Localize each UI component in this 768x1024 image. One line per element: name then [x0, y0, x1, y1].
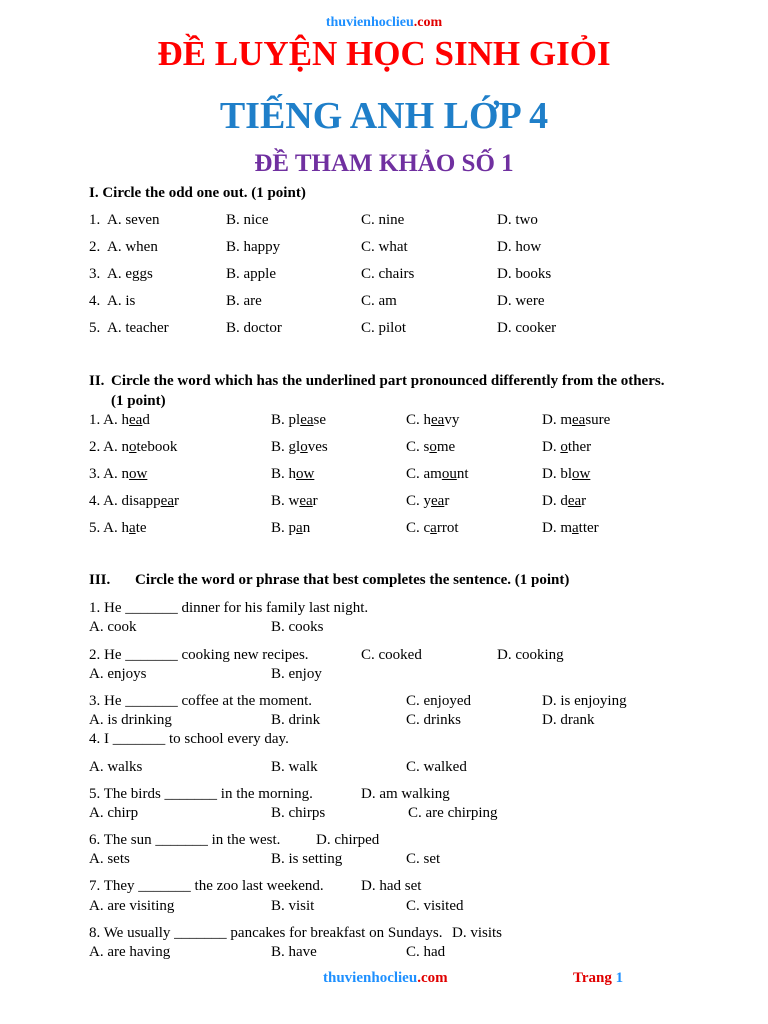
option-text: r	[174, 493, 179, 509]
underlined-part: ou	[441, 466, 457, 482]
page-subtitle: TIẾNG ANH LỚP 4	[219, 95, 549, 137]
option-d	[542, 439, 591, 456]
option-a	[89, 466, 147, 483]
option-d: D. books	[497, 266, 552, 282]
option-text: sure	[585, 412, 611, 428]
q3-option-a: A. is drinking	[89, 712, 172, 728]
option-d: D. were	[497, 293, 545, 309]
option-c	[406, 493, 449, 510]
option-d	[542, 493, 586, 510]
option-b	[271, 520, 310, 537]
q6-option-b: B. is setting	[271, 851, 343, 867]
underlined-part: o	[560, 439, 568, 455]
option-d	[542, 520, 599, 537]
q4-option-a: A. walks	[89, 759, 143, 775]
q2-option-a: A. enjoys	[89, 666, 147, 682]
q5-option-d: D. am walking	[361, 786, 450, 802]
option-d: D. how	[497, 239, 542, 255]
section3-number: III.	[89, 572, 111, 588]
option-a: A. is	[107, 293, 136, 309]
q3-extra-c: C. enjoyed	[406, 693, 471, 709]
option-c: C. nine	[361, 212, 405, 228]
option-a	[89, 520, 147, 537]
site-domain: .com	[413, 15, 443, 30]
underlined-part: a	[129, 520, 136, 536]
option-c	[406, 412, 459, 429]
question-2: 2. He _______ cooking new recipes.	[89, 647, 309, 663]
q2-option-b: B. enjoy	[271, 666, 322, 682]
underlined-part: ea	[572, 412, 586, 428]
underlined-part: a	[296, 520, 303, 536]
underlined-part: ea	[129, 412, 143, 428]
option-text: me	[436, 439, 456, 455]
underlined-part: ea	[300, 412, 314, 428]
option-text: r	[581, 493, 587, 509]
q7-option-d: D. had set	[361, 878, 422, 894]
question-number: 5.	[89, 320, 101, 336]
option-text: r	[312, 493, 318, 509]
option-text: D. d	[542, 493, 568, 509]
option-text: B. p	[271, 520, 297, 536]
option-text: d	[142, 412, 150, 428]
underlined-part: ow	[296, 466, 315, 482]
page-num: 1	[615, 970, 624, 986]
section2-points: (1 point)	[111, 393, 166, 409]
underlined-part: ea	[160, 493, 174, 509]
underlined-part: a	[430, 520, 437, 536]
option-text: 2. A. n	[89, 439, 130, 455]
q5-option-a: A. chirp	[89, 805, 139, 821]
page-title: ĐỀ LUYỆN HỌC SINH GIỎI	[157, 34, 611, 73]
q8-option-c: C. had	[406, 944, 446, 960]
option-text: D.	[542, 439, 561, 455]
underlined-part: ow	[572, 466, 591, 482]
question-8: 8. We usually _______ pancakes for breakfast on Sundays.	[89, 925, 443, 941]
option-c: C. am	[361, 293, 397, 309]
option-d: D. two	[497, 212, 538, 228]
q6-option-c: C. set	[406, 851, 441, 867]
option-a	[89, 439, 177, 456]
option-b: B. are	[226, 293, 262, 309]
question-3: 3. He _______ coffee at the moment.	[89, 693, 312, 709]
option-c: C. what	[361, 239, 408, 255]
section1-heading: I. Circle the odd one out. (1 point)	[89, 185, 306, 201]
underlined-part: ea	[567, 493, 582, 509]
q4-option-c: C. walked	[406, 759, 467, 775]
option-text: tter	[578, 520, 599, 536]
question-6: 6. The sun _______ in the west.	[89, 832, 281, 848]
section2-heading: Circle the word which has the underlined part pronounced differently from the others.	[111, 373, 665, 389]
option-text: tebook	[136, 439, 178, 455]
page-number	[573, 970, 623, 987]
option-c	[406, 466, 469, 483]
option-d	[542, 412, 610, 429]
option-a: A. teacher	[107, 320, 169, 336]
option-b: B. nice	[226, 212, 269, 228]
q1-option-b: B. cooks	[271, 619, 324, 635]
underlined-part: o	[429, 439, 437, 455]
option-b: B. doctor	[226, 320, 282, 336]
q7-option-c: C. visited	[406, 898, 464, 914]
question-number: 2.	[89, 239, 101, 255]
option-text: 1. A. h	[89, 412, 130, 428]
q3-extra-d: D. is enjoying	[542, 693, 627, 709]
option-c	[406, 439, 455, 456]
option-text: nt	[456, 466, 469, 482]
question-number: 4.	[89, 293, 101, 309]
section2-number: II.	[89, 373, 105, 389]
option-text: D. m	[542, 520, 572, 536]
option-text: B. pl	[271, 412, 301, 428]
q2-option-c: C. cooked	[361, 647, 422, 663]
option-text: C. s	[406, 439, 430, 455]
footer-site-domain: .com	[417, 970, 448, 986]
option-text: C. am	[406, 466, 442, 482]
q7-option-a: A. are visiting	[89, 898, 175, 914]
option-d: D. cooker	[497, 320, 557, 336]
option-text: B. gl	[271, 439, 301, 455]
q6-option-a: A. sets	[89, 851, 130, 867]
option-b: B. happy	[226, 239, 281, 255]
option-text: B. h	[271, 466, 297, 482]
option-text: B. w	[271, 493, 300, 509]
option-text: C. c	[406, 520, 431, 536]
underlined-part: ea	[299, 493, 313, 509]
option-d	[542, 466, 590, 483]
q8-option-d: D. visits	[452, 925, 503, 941]
q2-option-d: D. cooking	[497, 647, 564, 663]
underlined-part: ea	[431, 493, 445, 509]
option-text: vy	[444, 412, 460, 428]
option-text: 5. A. h	[89, 520, 130, 536]
question-7: 7. They _______ the zoo last weekend.	[89, 878, 324, 894]
option-text: se	[313, 412, 327, 428]
option-b	[271, 493, 318, 510]
option-c: C. chairs	[361, 266, 415, 282]
q3-option-b: B. drink	[271, 712, 321, 728]
option-text: r	[444, 493, 450, 509]
option-a	[89, 412, 150, 429]
header-site	[0, 15, 768, 31]
underlined-part: ea	[431, 412, 445, 428]
q3-option-d: D. drank	[542, 712, 595, 728]
option-a	[89, 493, 179, 510]
page-label: Trang	[573, 970, 612, 986]
option-b	[271, 466, 314, 483]
underlined-part: ow	[129, 466, 148, 482]
option-text: D. m	[542, 412, 572, 428]
question-number: 1.	[89, 212, 101, 228]
q6-option-d: D. chirped	[316, 832, 380, 848]
underlined-part: o	[300, 439, 308, 455]
option-text: 3. A. n	[89, 466, 130, 482]
option-c	[406, 520, 459, 537]
option-b	[271, 439, 328, 456]
footer-site-name: thuvienhoclieu	[323, 970, 418, 986]
q1-option-a: A. cook	[89, 619, 137, 635]
question-5: 5. The birds _______ in the morning.	[89, 786, 313, 802]
q5-option-c: C. are chirping	[408, 805, 498, 821]
question-number: 3.	[89, 266, 101, 282]
footer-site	[323, 970, 448, 987]
underlined-part: a	[572, 520, 579, 536]
option-text: ves	[307, 439, 328, 455]
question-4: 4. I _______ to school every day.	[89, 731, 289, 747]
section3-heading: Circle the word or phrase that best completes the sentence. (1 point)	[135, 572, 570, 588]
q3-option-c: C. drinks	[406, 712, 462, 728]
q5-option-b: B. chirps	[271, 805, 326, 821]
option-text: 4. A. disapp	[89, 493, 161, 509]
option-a: A. when	[107, 239, 158, 255]
option-b: B. apple	[226, 266, 276, 282]
option-text: te	[135, 520, 147, 536]
option-a: A. seven	[107, 212, 160, 228]
q7-option-b: B. visit	[271, 898, 315, 914]
option-b	[271, 412, 326, 429]
underlined-part: o	[129, 439, 137, 455]
q4-option-b: B. walk	[271, 759, 318, 775]
option-c: C. pilot	[361, 320, 407, 336]
q8-option-b: B. have	[271, 944, 317, 960]
exam-title: ĐỀ THAM KHẢO SỐ 1	[254, 150, 514, 177]
option-text: C. h	[406, 412, 432, 428]
option-text: n	[302, 520, 311, 536]
option-text: C. y	[406, 493, 432, 509]
question-1: 1. He _______ dinner for his family last night.	[89, 600, 369, 616]
site-name: thuvienhoclieu	[325, 15, 414, 30]
q8-option-a: A. are having	[89, 944, 171, 960]
option-text: rrot	[436, 520, 459, 536]
option-a: A. eggs	[107, 266, 153, 282]
option-text: D. bl	[542, 466, 572, 482]
option-text: ther	[567, 439, 592, 455]
